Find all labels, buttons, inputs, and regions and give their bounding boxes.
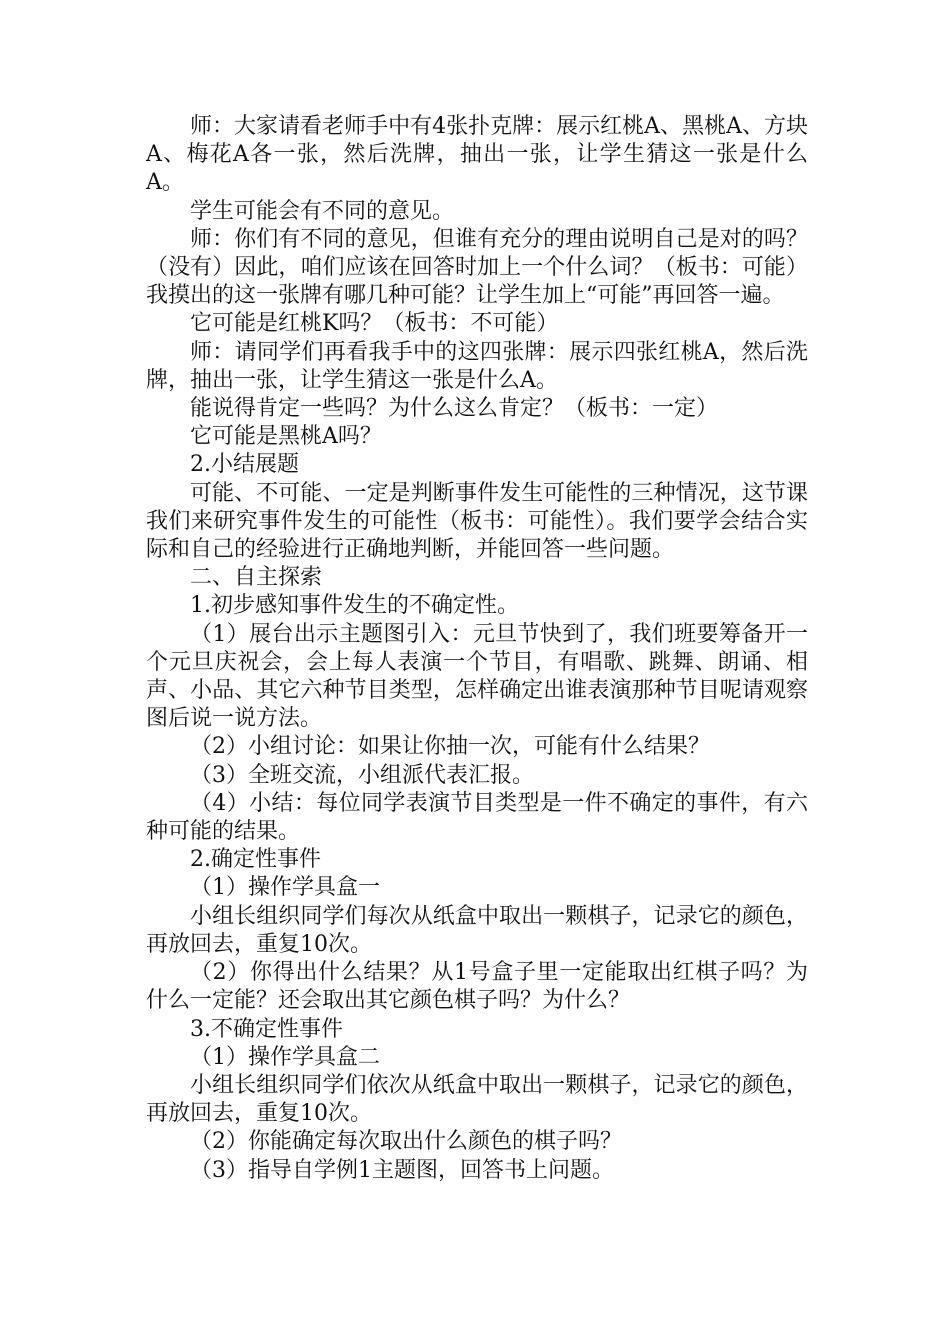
paragraph: 师：你们有不同的意见，但谁有充分的理由说明自己是对的吗？（没有）因此，咱们应该在回答时加上一个什么词？（板书：可能）我摸出的这一张牌有哪几种可能？让学生加上“可能”再回答一遍。 [146,226,808,309]
section-heading: 3.不确定性事件 [190,1016,343,1042]
paragraph: 学生可能会有不同的意见。 [190,198,455,224]
paragraph: 可能、不可能、一定是判断事件发生可能性的三种情况，这节课我们来研究事件发生的可能性（板书：可能性）。我们要学会结合实际和自己的经验进行正确地判断，并能回答一些问题。 [146,480,808,563]
paragraph: （2）你能确定每次取出什么颜色的棋子吗？ [190,1129,622,1155]
document-page [146,113,808,1185]
paragraph: 小组长组织同学们每次从纸盒中取出一颗棋子，记录它的颜色，再放回去，重复10次。 [146,903,808,957]
paragraph: 师：请同学们再看我手中的这四张牌：展示四张红桃A，然后洗牌，抽出一张，让学生猜这一张是什么A。 [146,339,808,393]
section-heading: 2.确定性事件 [190,847,321,873]
paragraph: （1）操作学具盒二 [190,1044,380,1070]
paragraph: 师：大家请看老师手中有4张扑克牌：展示红桃A、黑桃A、方块A、梅花A各一张，然后洗牌，抽出一张，让学生猜这一张是什么A。 [146,114,808,196]
paragraph: （2）小组讨论：如果让你抽一次，可能有什么结果？ [190,734,710,760]
paragraph: 它可能是红桃K吗？（板书：不可能） [190,311,559,337]
paragraph: （1）操作学具盒一 [190,875,380,901]
paragraph: 它可能是黑桃A吗？ [190,424,382,450]
paragraph: （3）指导自学例1主题图，回答书上问题。 [190,1157,614,1183]
paragraph: （1）展台出示主题图引入：元旦节快到了，我们班要筹备开一个元旦庆祝会，会上每人表演一个节目，有唱歌、跳舞、朗诵、相声、小品、其它六种节目类型，怎样确定出谁表演那种节目呢请观察图后说一说方法。 [146,621,808,732]
paragraph: 能说得肯定一些吗？为什么这么肯定？（板书：一定） [190,396,719,422]
paragraph: （2）你得出什么结果？从1号盒子里一定能取出红棋子吗？为什么一定能？还会取出其它颜色棋子吗？为什么？ [146,960,808,1014]
paragraph: （4）小结：每位同学表演节目类型是一件不确定的事件，有六种可能的结果。 [146,790,808,845]
section-heading: 2.小结展题 [190,452,299,478]
paragraph: （3）全班交流，小组派代表汇报。 [190,762,534,788]
section-heading: 1.初步感知事件发生的不确定性。 [190,593,519,619]
section-heading: 二、自主探索 [190,565,323,591]
paragraph: 小组长组织同学们依次从纸盒中取出一颗棋子，记录它的颜色，再放回去，重复10次。 [146,1072,808,1127]
